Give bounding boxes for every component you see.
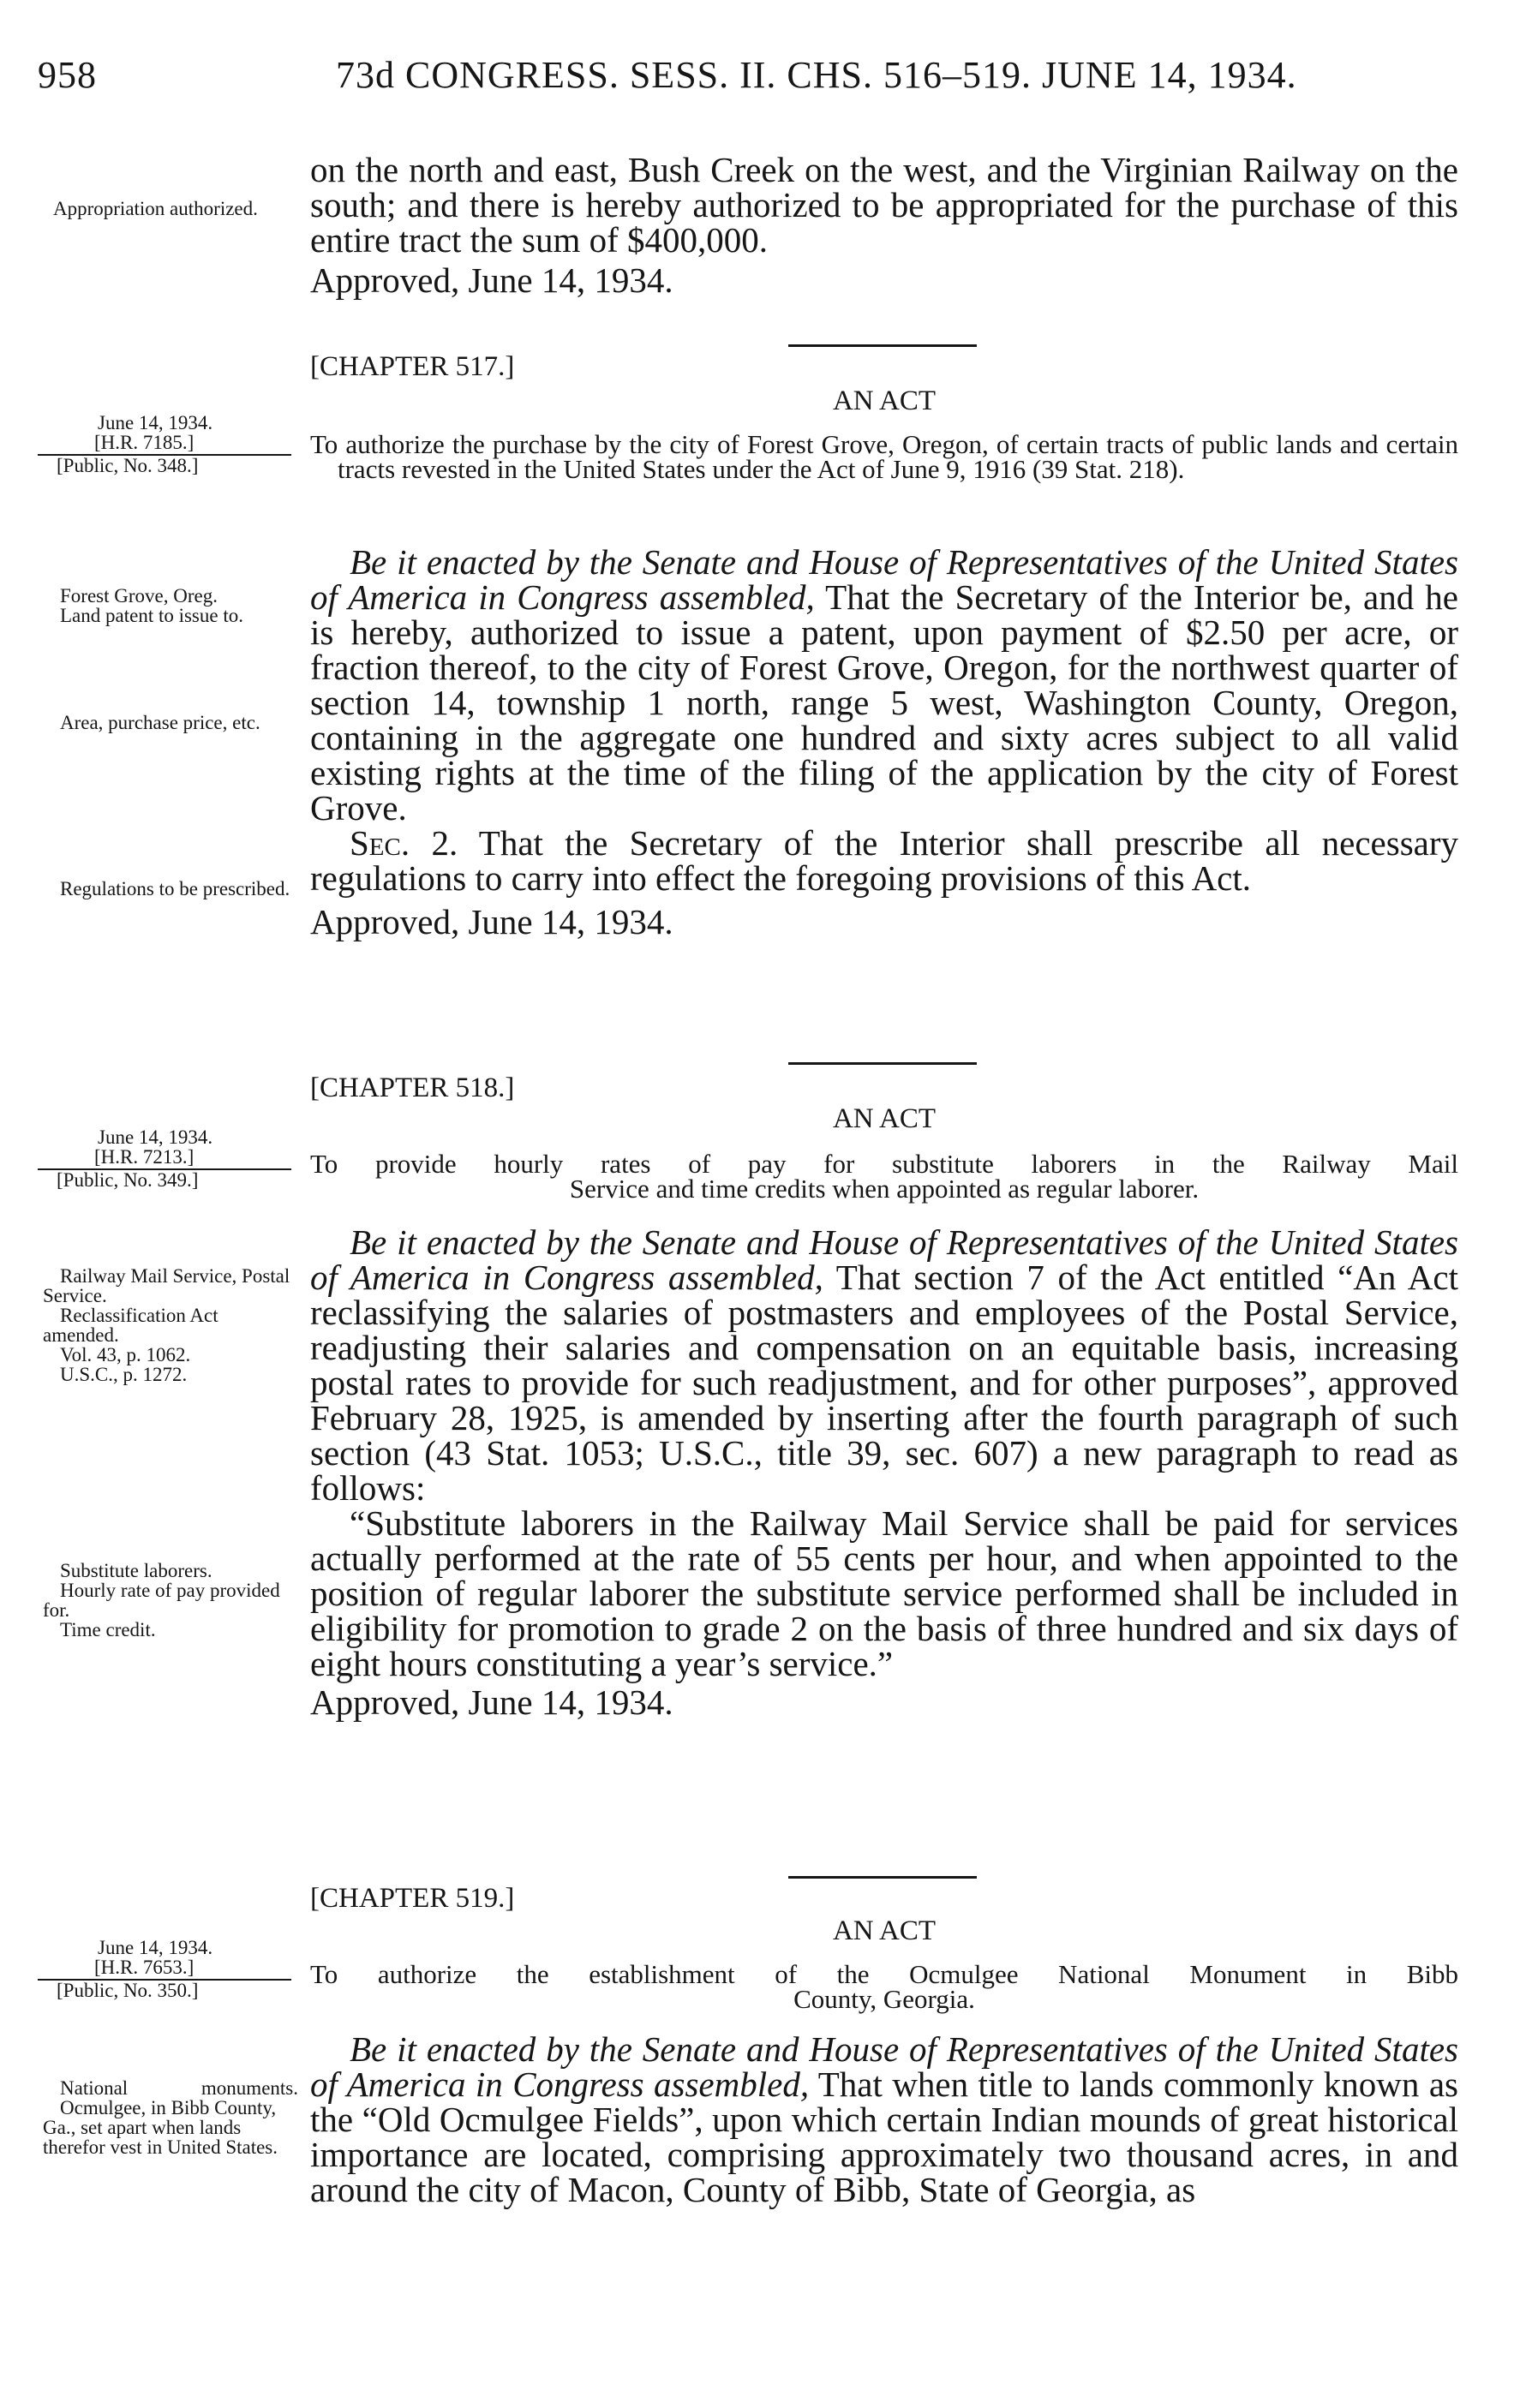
margin-note-substitute-laborers: Substitute laborers. Hourly rate of pay provided for. Time credit. [43,1560,280,1640]
margin-note-railway-mail: Railway Mail Service, Postal Service. Reclassification Act amended. Vol. 43, p. 1062. U.S.C., p. 1272. [43,1265,290,1385]
chapter-517-approved: Approved, June 14, 1934. [310,902,673,941]
enacting-clause: Be it enacted by the Senate and House of Representatives of the United States of America in Congress assembled, [310,542,1458,617]
chapter-518-label: [CHAPTER 518.] [310,1073,515,1103]
chapter-divider [788,1876,977,1879]
carryover-approved: Approved, June 14, 1934. [310,260,673,300]
chapter-518-text: That section 7 of the Act entitled “An Act reclassifying the salaries of postmasters and employees of the Postal Service, readjusting their salaries and compensation on an equitable basis, increasing postal rates to provide for such readjustment, and for other purposes”, approved February 28, 1925, is amended by inserting after the fourth paragraph of such section (43 Stat. 1053; U.S.C., title 39, sec. 607) a new paragraph to read as follows: [310,1258,1458,1508]
chapter-519-text: That when title to lands commonly known as the “Old Ocmulgee Fields”, upon which certain Indian mounds of great historical importance are located, comprising approximately two thousand acres, in and around the city of Macon, County of Bibb, State of Georgia, as [310,2064,1458,2209]
chapter-517-an-act: AN ACT [832,385,937,416]
chapter-517-title: To authorize the purchase by the city of Forest Grove, Oregon, of certain tracts of public lands and certain tracts revested in the United States under the Act of June 9, 1916 (39 Stat. 218). [310,429,1458,484]
chapter-518-public-law: [Public, No. 349.] [57,1169,199,1191]
section-2-text: That the Secretary of the Interior shall prescribe all necessary regulations to carry into effect the foregoing provisions of this Act. [310,823,1459,898]
margin-note-area-price: Area, purchase price, etc. [60,712,260,733]
chapter-517-bill: [H.R. 7185.] [38,433,291,456]
chapter-519-bill: [H.R. 7653.] [38,1957,291,1981]
chapter-517-text: That the Secretary of the Interior be, and he is hereby, authorized to issue a patent, upon payment of $2.50 per acre, or fraction thereof, to the city of Forest Grove, Oregon, for the northwest quarter of section 14, township 1 north, range 5 west, Washington County, Oregon, containing in the aggregate one hundred and sixty acres subject to all valid existing rights at the time of the filing of the application by the city of Forest Grove. [310,577,1458,828]
margin-note-forest-grove: Forest Grove, Oreg. Land patent to issue to. [60,585,243,626]
chapter-519-date: June 14, 1934. [98,1937,213,1958]
chapter-517-body [310,542,1459,941]
chapter-518-approved: Approved, June 14, 1934. [310,1682,673,1722]
chapter-519-label: [CHAPTER 519.] [310,1883,515,1914]
chapter-519-an-act: AN ACT [832,1915,937,1946]
chapter-517-reference [38,413,286,475]
chapter-518-date: June 14, 1934. [98,1126,213,1148]
chapter-519-body [310,2029,1458,2209]
carryover-text: on the north and east, Bush Creek on the west, and the Virginian Railway on the south; and there is hereby authorized to be appropriated for the purchase of this entire tract the sum of $400,000. [310,150,1458,260]
chapter-517-date: June 14, 1934. [98,412,213,433]
margin-note-regulations: Regulations to be prescribed. [60,878,290,899]
page-number: 958 [38,54,97,96]
chapter-518-bill: [H.R. 7213.] [38,1147,291,1170]
enacting-clause: Be it enacted by the Senate and House of Representatives of the United States of America in Congress assembled, [310,1222,1458,1297]
enacting-clause: Be it enacted by the Senate and House of Representatives of the United States of America in Congress assembled, [310,2029,1458,2104]
section-label: Sec. 2. [350,823,458,863]
carryover-section [310,152,1458,298]
running-head: 73d CONGRESS. SESS. II. CHS. 516–519. JUNE 14, 1934. [336,54,1297,96]
quoted-paragraph: “Substitute laborers in the Railway Mail Service shall be paid for services actually performed at the rate of 55 cents per hour, and when appointed to the position of regular laborer the substitute service performed shall be included in eligibility for promotion to grade 2 on the basis of three hundred and six days of eight hours constituting a year’s service.” [310,1503,1458,1683]
chapter-518-reference [38,1127,286,1190]
chapter-519-public-law: [Public, No. 350.] [57,1980,199,2001]
margin-note-national-monuments: National monuments. Ocmulgee, in Bibb County, Ga., set apart when lands therefor vest in United States. [43,2077,298,2158]
chapter-517-label: [CHAPTER 517.] [310,351,515,382]
chapter-518-body [310,1222,1458,1722]
margin-note-appropriation: Appropriation authorized. [53,198,258,219]
chapter-519-title: To authorize the establishment of the Ocmulgee National Monument in Bibb County, Georgia. [310,1959,1458,2014]
chapter-518-an-act: AN ACT [832,1103,937,1134]
chapter-519-reference [38,1938,286,2000]
chapter-divider [788,1062,977,1065]
chapter-518-title: To provide hourly rates of pay for substitute laborers in the Railway Mail Service and time credits when appointed as regular laborer. [310,1149,1458,1204]
chapter-517-public-law: [Public, No. 348.] [57,455,199,476]
chapter-divider [788,344,977,347]
